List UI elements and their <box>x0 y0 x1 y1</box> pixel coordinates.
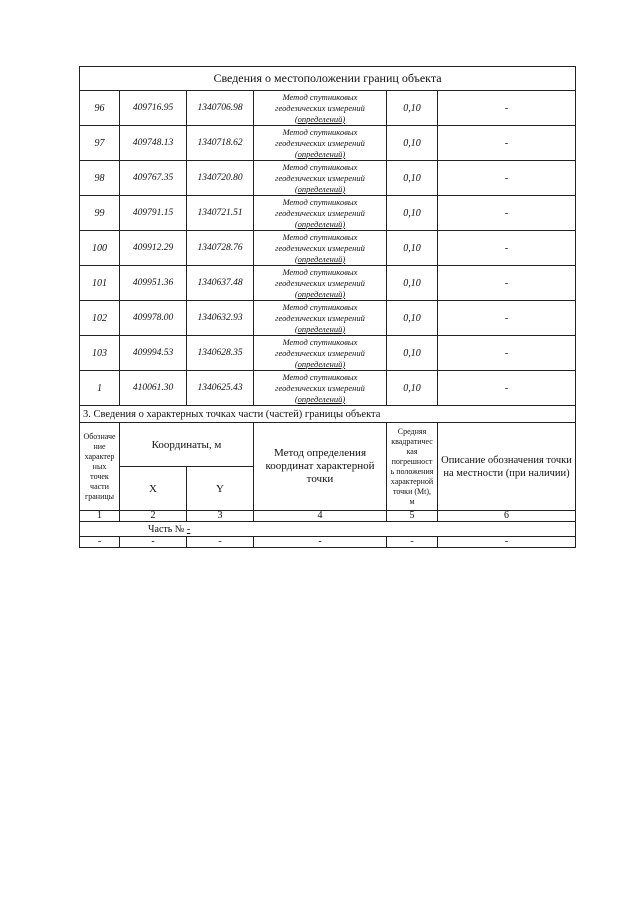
coords-header: Координаты, м <box>120 423 254 467</box>
accuracy-value: 0,10 <box>387 161 438 196</box>
point-number: 101 <box>80 266 120 301</box>
empty-part-row <box>80 537 576 548</box>
description-value: - <box>438 126 576 161</box>
method-line: геодезических измерений <box>275 312 365 323</box>
accuracy-value: 0,10 <box>387 91 438 126</box>
description-header: Описание обозначения точки на местности (при наличии) <box>438 423 576 511</box>
method-line: (определений) <box>294 253 346 264</box>
coord-y: 1340721.51 <box>187 196 254 231</box>
coord-y: 1340625.43 <box>187 371 254 406</box>
method-cell <box>254 301 387 336</box>
column-index: 5 <box>387 511 438 522</box>
empty-cell: - <box>438 537 576 548</box>
table-row <box>80 301 576 336</box>
method-line: геодезических измерений <box>275 207 365 218</box>
table-row <box>80 231 576 266</box>
table-row <box>80 126 576 161</box>
table-title: Сведения о местоположении границ объекта <box>80 67 576 91</box>
method-line: геодезических измерений <box>275 137 365 148</box>
column-index: 2 <box>120 511 187 522</box>
method-line: (определений) <box>294 148 346 159</box>
column-index: 6 <box>438 511 576 522</box>
method-line: (определений) <box>294 113 346 124</box>
method-cell <box>254 231 387 266</box>
coord-y: 1340706.98 <box>187 91 254 126</box>
method-line: Метод спутниковых <box>282 371 358 382</box>
point-number: 100 <box>80 231 120 266</box>
coord-y: 1340720.80 <box>187 161 254 196</box>
point-number: 103 <box>80 336 120 371</box>
description-value: - <box>438 301 576 336</box>
method-cell <box>254 266 387 301</box>
description-value: - <box>438 161 576 196</box>
method-line: геодезических измерений <box>275 102 365 113</box>
coord-y: 1340637.48 <box>187 266 254 301</box>
accuracy-value: 0,10 <box>387 231 438 266</box>
column-index: 4 <box>254 511 387 522</box>
part-label: Часть № - <box>80 522 576 537</box>
method-cell <box>254 371 387 406</box>
description-value: - <box>438 336 576 371</box>
method-cell <box>254 196 387 231</box>
method-line: (определений) <box>294 323 346 334</box>
coord-x: 409912.29 <box>120 231 187 266</box>
accuracy-value: 0,10 <box>387 301 438 336</box>
method-line: Метод спутниковых <box>282 266 358 277</box>
coord-x: 409791.15 <box>120 196 187 231</box>
method-cell <box>254 161 387 196</box>
point-number: 97 <box>80 126 120 161</box>
method-line: Метод спутниковых <box>282 126 358 137</box>
method-line: геодезических измерений <box>275 277 365 288</box>
point-number: 98 <box>80 161 120 196</box>
col-point-header: Обозначе ние характер ных точек части границы <box>80 423 120 511</box>
coord-y: 1340632.93 <box>187 301 254 336</box>
description-value: - <box>438 196 576 231</box>
method-line: Метод спутниковых <box>282 231 358 242</box>
column-index: 1 <box>80 511 120 522</box>
method-line: Метод спутниковых <box>282 336 358 347</box>
method-line: геодезических измерений <box>275 382 365 393</box>
empty-cell: - <box>120 537 187 548</box>
table-row <box>80 91 576 126</box>
column-index-row <box>80 511 576 522</box>
accuracy-value: 0,10 <box>387 336 438 371</box>
table-row <box>80 266 576 301</box>
empty-cell: - <box>254 537 387 548</box>
point-number: 102 <box>80 301 120 336</box>
method-line: геодезических измерений <box>275 172 365 183</box>
empty-cell: - <box>187 537 254 548</box>
method-line: (определений) <box>294 288 346 299</box>
y-header: Y <box>187 467 254 511</box>
method-cell <box>254 336 387 371</box>
section3-title: 3. Сведения о характерных точках части (частей) границы объекта <box>80 406 576 423</box>
point-number: 96 <box>80 91 120 126</box>
coord-x: 409716.95 <box>120 91 187 126</box>
description-value: - <box>438 371 576 406</box>
coord-x: 409951.36 <box>120 266 187 301</box>
description-value: - <box>438 231 576 266</box>
coord-y: 1340718.62 <box>187 126 254 161</box>
point-number: 1 <box>80 371 120 406</box>
x-header: X <box>120 467 187 511</box>
coord-x: 409767.35 <box>120 161 187 196</box>
method-line: (определений) <box>294 218 346 229</box>
empty-cell: - <box>387 537 438 548</box>
method-line: Метод спутниковых <box>282 91 358 102</box>
coord-x: 409994.53 <box>120 336 187 371</box>
method-header: Метод определения координат характерной точки <box>254 423 387 511</box>
method-line: Метод спутниковых <box>282 196 358 207</box>
accuracy-value: 0,10 <box>387 196 438 231</box>
method-line: (определений) <box>294 358 346 369</box>
accuracy-value: 0,10 <box>387 266 438 301</box>
coord-y: 1340628.35 <box>187 336 254 371</box>
table-row <box>80 161 576 196</box>
table-row <box>80 371 576 406</box>
empty-cell: - <box>80 537 120 548</box>
column-index: 3 <box>187 511 254 522</box>
coord-x: 409748.13 <box>120 126 187 161</box>
method-line: (определений) <box>294 393 346 404</box>
description-value: - <box>438 266 576 301</box>
accuracy-header: Средняя квадратичес кая погрешност ь положения характерной точки (Mt), м <box>387 423 438 511</box>
coord-x: 409978.00 <box>120 301 187 336</box>
method-line: (определений) <box>294 183 346 194</box>
method-cell <box>254 126 387 161</box>
table-row <box>80 336 576 371</box>
table-row <box>80 196 576 231</box>
method-line: Метод спутниковых <box>282 301 358 312</box>
document-sheet <box>79 66 575 548</box>
boundary-table <box>79 66 576 548</box>
description-value: - <box>438 91 576 126</box>
accuracy-value: 0,10 <box>387 126 438 161</box>
accuracy-value: 0,10 <box>387 371 438 406</box>
method-line: геодезических измерений <box>275 347 365 358</box>
coord-y: 1340728.76 <box>187 231 254 266</box>
method-line: Метод спутниковых <box>282 161 358 172</box>
point-number: 99 <box>80 196 120 231</box>
part-number: - <box>186 523 191 535</box>
coord-x: 410061.30 <box>120 371 187 406</box>
method-line: геодезических измерений <box>275 242 365 253</box>
method-cell <box>254 91 387 126</box>
